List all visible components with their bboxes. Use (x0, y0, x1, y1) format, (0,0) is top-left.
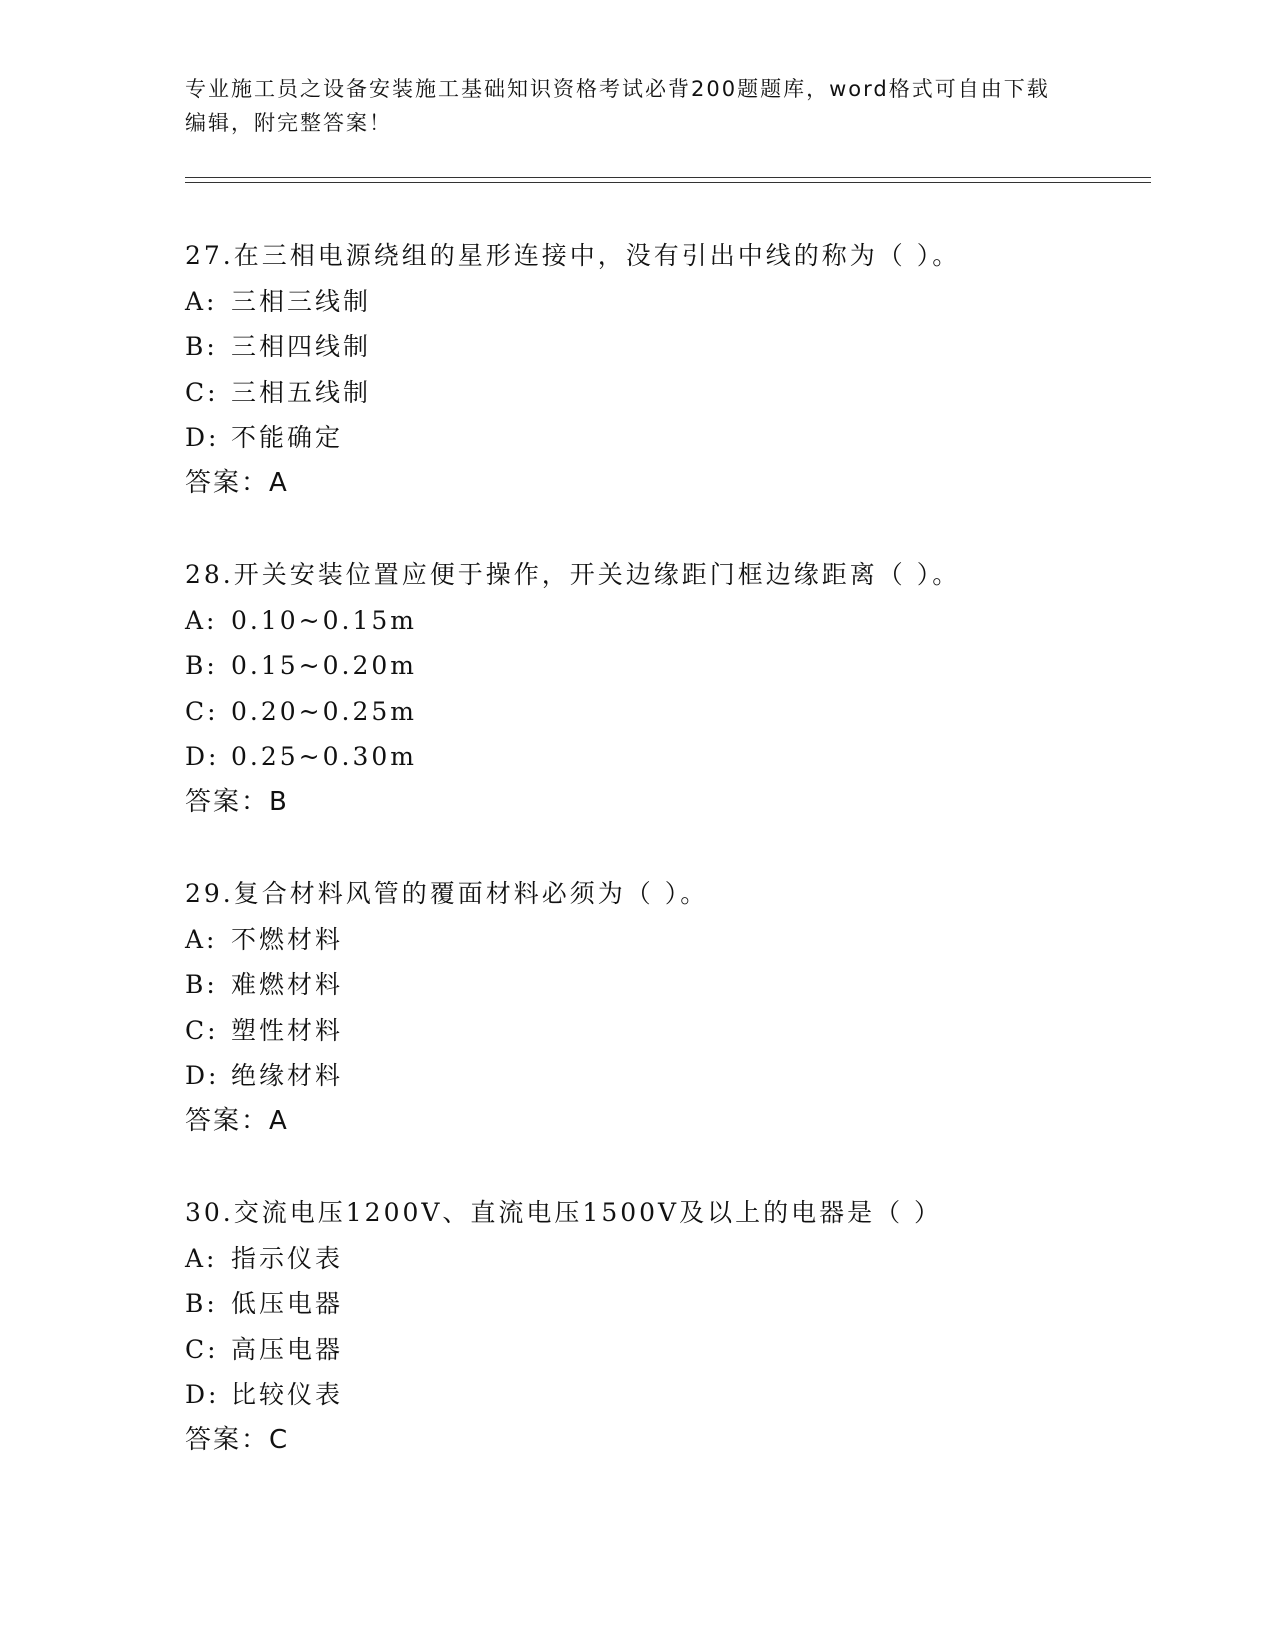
header-divider-bottom (185, 182, 1151, 183)
question-29 (185, 871, 1145, 1144)
option-letter: D: (185, 742, 220, 771)
option-b (185, 1281, 1145, 1327)
answer-line: 答案：B (185, 786, 289, 817)
option-letter: A: (185, 605, 218, 635)
option-text: 低压电器 (231, 1289, 344, 1318)
option-letter: C: (185, 377, 219, 407)
option-text: 比较仪表 (231, 1380, 344, 1409)
option-text: 不能确定 (231, 423, 344, 452)
option-c (185, 689, 1145, 735)
option-text: 三相五线制 (231, 377, 372, 407)
option-b (185, 324, 1145, 370)
option-d (185, 734, 1145, 780)
option-text: 不燃材料 (231, 924, 344, 954)
question-27 (185, 233, 1145, 506)
answer-line: 答案：A (185, 1105, 289, 1136)
option-d (185, 1053, 1145, 1099)
document-header: 专业施工员之设备安装施工基础知识资格考试必背200题题库，word格式可自由下载编辑，附完整答案！ (185, 77, 1050, 135)
option-text: 高压电器 (231, 1334, 344, 1364)
answer-line: 答案：C (185, 1424, 290, 1455)
option-letter: A: (185, 286, 218, 316)
option-letter: B: (185, 332, 218, 361)
question-stem: 27.在三相电源绕组的星形连接中，没有引出中线的称为（ ）。 (185, 241, 961, 270)
header-divider-top (185, 177, 1151, 178)
option-a (185, 1236, 1145, 1282)
option-letter: A: (185, 924, 218, 954)
option-letter: C: (185, 1334, 219, 1364)
question-28 (185, 552, 1145, 825)
option-letter: B: (185, 1289, 218, 1318)
option-c (185, 1327, 1145, 1373)
question-stem: 29.复合材料风管的覆面材料必须为（ ）。 (185, 879, 709, 908)
option-letter: D: (185, 423, 220, 452)
option-letter: D: (185, 1061, 220, 1090)
option-b (185, 643, 1145, 689)
option-b (185, 962, 1145, 1008)
option-text: 难燃材料 (231, 970, 344, 999)
option-text: 0.15~0.20m (231, 651, 417, 680)
option-a (185, 598, 1145, 644)
option-d (185, 415, 1145, 461)
option-a (185, 917, 1145, 963)
question-30 (185, 1190, 1145, 1463)
option-text: 0.10~0.15m (231, 605, 417, 635)
option-letter: D: (185, 1380, 220, 1409)
answer-line: 答案：A (185, 467, 289, 498)
option-letter: B: (185, 970, 218, 999)
option-a (185, 279, 1145, 325)
option-text: 指示仪表 (231, 1243, 344, 1273)
option-text: 三相三线制 (231, 286, 372, 316)
option-text: 塑性材料 (231, 1015, 344, 1045)
option-c (185, 1008, 1145, 1054)
option-text: 三相四线制 (231, 332, 372, 361)
option-text: 0.25~0.30m (231, 742, 417, 771)
option-text: 绝缘材料 (231, 1061, 344, 1090)
option-d (185, 1372, 1145, 1418)
option-c (185, 370, 1145, 416)
question-stem: 30.交流电压1200V、直流电压1500V及以上的电器是（ ） (185, 1198, 943, 1227)
question-stem: 28.开关安装位置应便于操作，开关边缘距门框边缘距离（ ）。 (185, 560, 961, 589)
option-letter: A: (185, 1243, 218, 1273)
option-letter: C: (185, 696, 219, 726)
option-letter: B: (185, 651, 218, 680)
option-text: 0.20~0.25m (231, 696, 417, 726)
option-letter: C: (185, 1015, 219, 1045)
